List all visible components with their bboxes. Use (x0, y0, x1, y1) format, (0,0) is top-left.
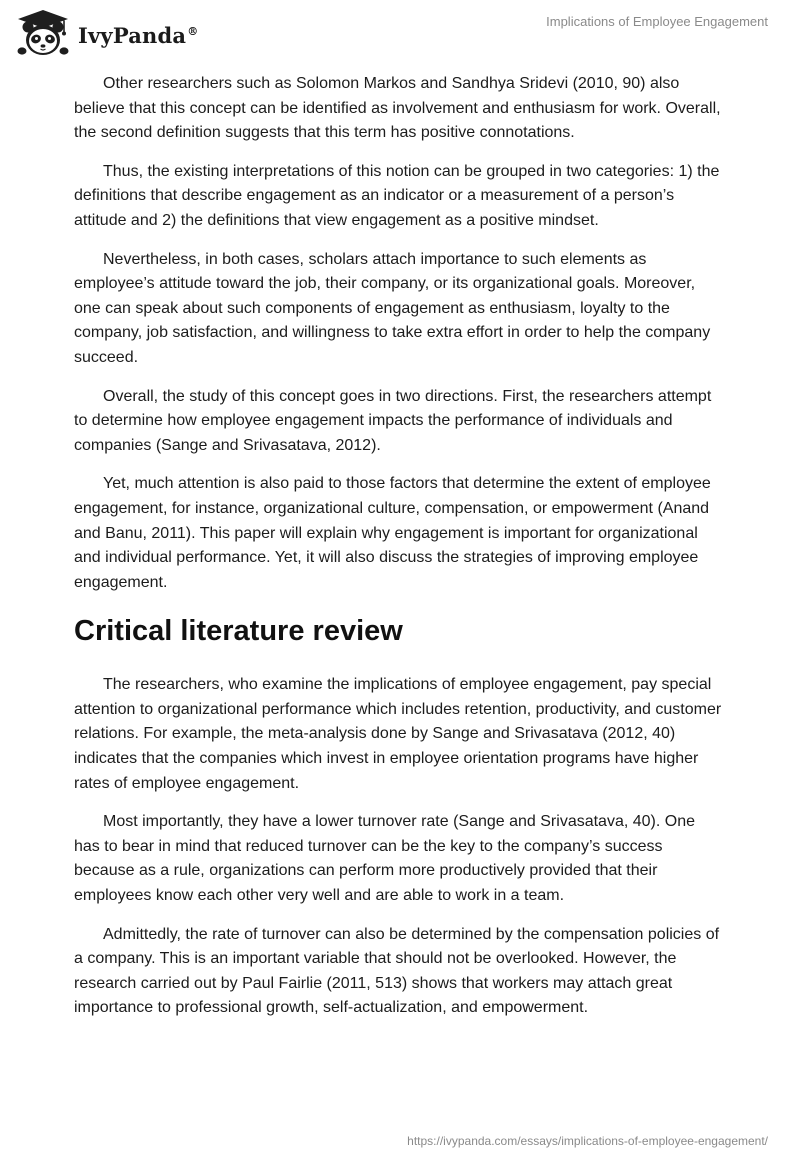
document-title: Implications of Employee Engagement (546, 14, 768, 29)
paragraph: Thus, the existing interpretations of this notion can be grouped in two categories: 1) the definitions that describe engagement as an indicator or a measurement of a person’s attitude and 2) the definitions that view engagement as a positive mindset. (74, 162, 720, 229)
paragraph: Yet, much attention is also paid to those factors that determine the extent of employee engagement, for instance, organizational culture, compensation, or empowerment (Anand and Banu, 2011). This paper will explain why engagement is important for organizational and individual performance. Yet, it will also discuss the strategies of improving employee engagement. (74, 475, 711, 591)
registered-mark: ® (187, 24, 199, 38)
brand-label: IvyPanda (78, 22, 187, 48)
page-header (0, 0, 800, 64)
ivypanda-logo[interactable] (14, 8, 198, 58)
source-url[interactable]: https://ivypanda.com/essays/implications-of-employee-engagement/ (407, 1134, 768, 1148)
paragraph: Admittedly, the rate of turnover can also be determined by the compensation policies of a company. This is an important variable that should not be overlooked. However, the research carried out by Paul Fairlie (2011, 513) shows that workers may attach great importance to professional growth, self-actualization, and empowerment. (74, 925, 720, 1017)
paragraph: The researchers, who examine the implications of employee engagement, pay special attention to organizational performance which includes retention, productivity, and customer relations. For example, the meta-analysis done by Sange and Srivasatava (2012, 40) indicates that the companies which invest in employee orientation programs have higher rates of employee engagement. (74, 676, 722, 792)
paragraph: Overall, the study of this concept goes in two directions. First, the researchers attempt to determine how employee engagement impacts the performance of individuals and companies (Sange and Srivasatava, 2012). (74, 387, 712, 454)
essay-content (74, 72, 724, 1035)
panda-graduate-icon (14, 8, 72, 58)
paragraph: Most importantly, they have a lower turnover rate (Sange and Srivasatava, 40). One has to bear in mind that reduced turnover can be the key to the company’s success because as a rule, organizations can perform more productively provided that their employees know each other very well and are able to work in a team. (74, 813, 695, 905)
paragraph: Other researchers such as Solomon Markos and Sandhya Sridevi (2010, 90) also believe that this concept can be identified as involvement and enthusiasm for work. Overall, the second definition suggests that this term has positive connotations. (74, 75, 721, 142)
paragraph: Nevertheless, in both cases, scholars attach importance to such elements as employee’s attitude toward the job, their company, or its organizational goals. Moreover, one can speak about such components of engagement as enthusiasm, loyalty to the company, job satisfaction, and willingness to take extra effort in order to help the company succeed. (74, 250, 711, 366)
section-heading: Critical literature review (74, 615, 403, 648)
brand-name (78, 23, 198, 48)
